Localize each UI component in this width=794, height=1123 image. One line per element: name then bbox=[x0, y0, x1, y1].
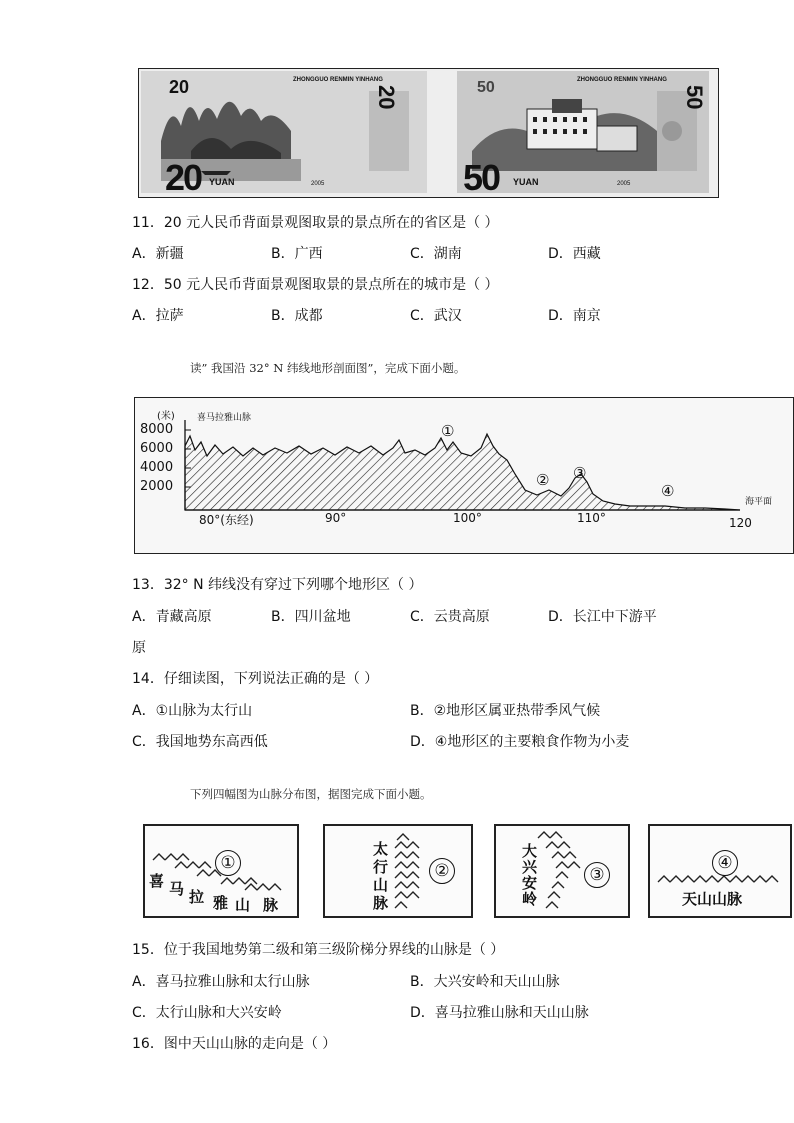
mountain-num-1: ① bbox=[215, 850, 241, 876]
profile-intro: 读” 我国沿 32° N 纬线地形剖面图”，完成下面小题。 bbox=[190, 361, 466, 375]
note20-denom-top: 20 bbox=[169, 77, 190, 97]
q13-option-a[interactable]: A．青藏高原 bbox=[132, 609, 212, 625]
question-14-stem: 14．仔细读图，下列说法正确的是（ ） bbox=[132, 671, 379, 687]
question-12-stem: 12．50 元人民币背面景观图取景的景点所在的城市是（ ） bbox=[132, 277, 499, 293]
mountain-3-char-3: 安 bbox=[522, 874, 538, 892]
profile-x-tick-90: 90° bbox=[325, 511, 347, 525]
note50-denom-top: 50 bbox=[477, 79, 495, 96]
profile-x-tick-110: 110° bbox=[577, 511, 606, 525]
mountain-map-2 bbox=[323, 824, 473, 918]
note50-yuan: YUAN bbox=[513, 177, 539, 187]
banknote-figure bbox=[138, 68, 719, 198]
banknote-20 bbox=[141, 71, 427, 198]
q12-option-c[interactable]: C．武汉 bbox=[410, 308, 462, 324]
q15-option-a[interactable]: A．喜马拉雅山脉和太行山脉 bbox=[132, 974, 310, 990]
q13-option-c[interactable]: C．云贵高原 bbox=[410, 609, 490, 625]
mountain-2-char-4: 脉 bbox=[373, 894, 389, 912]
q14-option-c[interactable]: C．我国地势东高西低 bbox=[132, 734, 268, 750]
q11-option-d[interactable]: D．西藏 bbox=[548, 246, 601, 262]
profile-y-tick-6000: 6000 bbox=[140, 441, 174, 456]
note50-side-denom: 50 bbox=[682, 85, 707, 110]
mountain-map-4 bbox=[648, 824, 792, 918]
q12-option-b[interactable]: B．成都 bbox=[271, 308, 323, 324]
question-16-stem: 16．图中天山山脉的走向是（ ） bbox=[132, 1036, 337, 1052]
q11-option-c[interactable]: C．湖南 bbox=[410, 246, 462, 262]
mountain-map-1 bbox=[143, 824, 299, 918]
question-11-stem: 11．20 元人民币背面景观图取景的景点所在的省区是（ ） bbox=[132, 215, 499, 231]
profile-marker-1: ① bbox=[441, 422, 455, 440]
note20-denom-big: 20 bbox=[165, 157, 202, 198]
q12-option-a[interactable]: A．拉萨 bbox=[132, 308, 184, 324]
note20-bank-en: ZHONGGUO RENMIN YINHANG bbox=[293, 77, 383, 83]
mountain-3-char-4: 岭 bbox=[522, 890, 538, 908]
q14-option-d[interactable]: D．④地形区的主要粮食作物为小麦 bbox=[410, 734, 630, 750]
q12-option-d[interactable]: D．南京 bbox=[548, 308, 601, 324]
profile-sea-level-label: 海平面 bbox=[745, 497, 773, 507]
question-13-stem: 13．32° N 纬线没有穿过下列哪个地形区（ ） bbox=[132, 577, 423, 593]
q14-option-a[interactable]: A．①山脉为太行山 bbox=[132, 703, 253, 719]
note20-year: 2005 bbox=[311, 181, 325, 187]
q14-option-b[interactable]: B．②地形区属亚热带季风气候 bbox=[410, 703, 601, 719]
profile-y-tick-4000: 4000 bbox=[140, 460, 174, 475]
note50-denom-big: 50 bbox=[463, 157, 500, 198]
banknote-50 bbox=[457, 71, 709, 198]
q15-option-d[interactable]: D．喜马拉雅山脉和天山山脉 bbox=[410, 1005, 589, 1021]
profile-x-tick-100: 100° bbox=[453, 511, 482, 525]
q13-option-b[interactable]: B．四川盆地 bbox=[271, 609, 351, 625]
mountain-3-char-1: 大 bbox=[522, 842, 538, 860]
profile-marker-2: ② bbox=[536, 471, 550, 489]
mountains-intro: 下列四幅图为山脉分布图，据图完成下面小题。 bbox=[190, 787, 432, 801]
mountain-1-char-6: 脉 bbox=[263, 896, 279, 914]
mountain-4-name: 天山山脉 bbox=[682, 890, 743, 908]
note50-year: 2005 bbox=[617, 181, 631, 187]
note50-bank-en: ZHONGGUO RENMIN YINHANG bbox=[577, 77, 667, 83]
mountain-2-char-3: 山 bbox=[373, 876, 389, 894]
note20-side-denom: 20 bbox=[374, 85, 399, 110]
mountain-1-char-1: 喜 bbox=[149, 872, 165, 890]
mountain-num-4: ④ bbox=[712, 850, 738, 876]
mountain-3-char-2: 兴 bbox=[522, 858, 538, 876]
terrain-profile-figure bbox=[134, 397, 794, 554]
mountain-2-char-2: 行 bbox=[373, 858, 389, 876]
mountain-num-3: ③ bbox=[584, 862, 610, 888]
q15-option-b[interactable]: B．大兴安岭和天山山脉 bbox=[410, 974, 560, 990]
q13-option-d-wrap: 原 bbox=[132, 640, 146, 656]
mountain-1-char-5: 山 bbox=[235, 896, 251, 914]
q11-option-b[interactable]: B．广西 bbox=[271, 246, 323, 262]
q15-option-c[interactable]: C．太行山脉和大兴安岭 bbox=[132, 1005, 282, 1021]
question-15-stem: 15．位于我国地势第二级和第三级阶梯分界线的山脉是（ ） bbox=[132, 942, 505, 958]
mountain-2-char-1: 太 bbox=[373, 840, 389, 858]
mountain-num-2: ② bbox=[429, 858, 455, 884]
profile-y-tick-8000: 8000 bbox=[140, 422, 174, 437]
mountain-map-3 bbox=[494, 824, 630, 918]
profile-x-tick-80: 80°(东经) bbox=[199, 513, 254, 527]
profile-marker-3: ③ bbox=[573, 464, 587, 482]
profile-marker-4: ④ bbox=[661, 482, 675, 500]
q11-option-a[interactable]: A．新疆 bbox=[132, 246, 184, 262]
profile-mountain-label: 喜马拉雅山脉 bbox=[197, 413, 252, 423]
profile-y-tick-2000: 2000 bbox=[140, 479, 174, 494]
mountain-1-char-4: 雅 bbox=[213, 894, 229, 912]
note20-yuan: YUAN bbox=[209, 177, 235, 187]
profile-unit-label: (米) bbox=[157, 411, 175, 422]
profile-x-tick-120: 120 bbox=[729, 516, 752, 530]
mountain-1-char-3: 拉 bbox=[189, 888, 205, 906]
q13-option-d[interactable]: D．长江中下游平 bbox=[548, 609, 657, 625]
mountain-1-char-2: 马 bbox=[169, 880, 185, 898]
